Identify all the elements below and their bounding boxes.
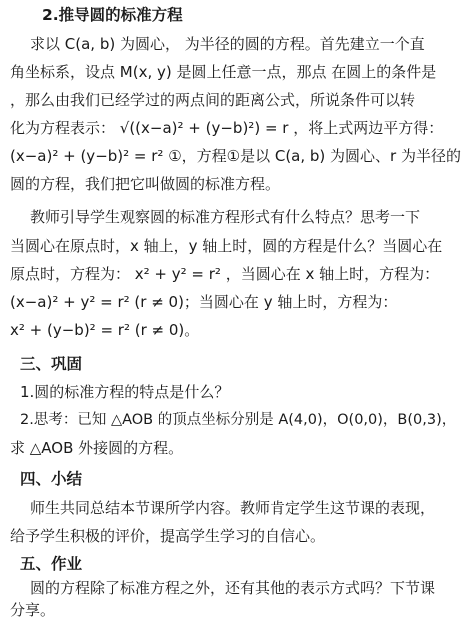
paragraph-line: 圆的方程除了标准方程之外，还有其他的表示方式吗？下节课: [30, 579, 436, 597]
paragraph-line: 角坐标系，设点 M(x, y) 是圆上任意一点，那点 在圆上的条件是: [10, 63, 437, 81]
paragraph-line: 求以 C(a, b) 为圆心， 为半径的圆的方程。首先建立一个直: [30, 35, 425, 53]
paragraph-line: 师生共同总结本节课所学内容。教师肯定学生这节课的表现，: [30, 499, 436, 517]
section-heading-summary: 四、小结: [20, 470, 83, 488]
section-heading-consolidate: 三、巩固: [20, 355, 83, 373]
paragraph-line: 原点时，方程为： x² + y² = r² ，当圆心在 x 轴上时，方程为：: [10, 265, 440, 283]
paragraph-line: 教师引导学生观察圆的标准方程形式有什么特点？思考一下: [30, 208, 421, 226]
paragraph-line: 求 △AOB 外接圆的方程。: [10, 439, 184, 457]
subsection-title: 2.推导圆的标准方程: [42, 6, 183, 24]
paragraph-line: (x−a)² + y² = r² (r ≠ 0)；当圆心在 y 轴上时，方程为：: [10, 293, 398, 311]
paragraph-line: x² + (y−b)² = r² (r ≠ 0)。: [10, 321, 200, 339]
paragraph-line: 当圆心在原点时，x 轴上，y 轴上时，圆的方程是什么？当圆心在: [10, 237, 443, 255]
paragraph-line: ，那么由我们已经学过的两点间的距离公式，所说条件可以转: [10, 91, 416, 109]
paragraph-line: 圆的方程，我们把它叫做圆的标准方程。: [10, 175, 281, 193]
paragraph-line: 分享。: [10, 601, 56, 619]
section-heading-homework: 五、作业: [20, 555, 83, 573]
paragraph-line: 给予学生积极的评价，提高学生学习的自信心。: [10, 527, 326, 545]
paragraph-line: 1.圆的标准方程的特点是什么？: [20, 383, 230, 401]
paragraph-line: 2.思考：已知 △AOB 的顶点坐标分别是 A(4,0)，O(0,0)，B(0,3)，: [20, 412, 457, 428]
paragraph-line: (x−a)² + (y−b)² = r² ①，方程①是以 C(a, b) 为圆心、r 为半径的: [10, 147, 461, 165]
paragraph-line: 化为方程表示： √((x−a)² + (y−b)²) = r ，将上式两边平方得：: [10, 119, 444, 137]
